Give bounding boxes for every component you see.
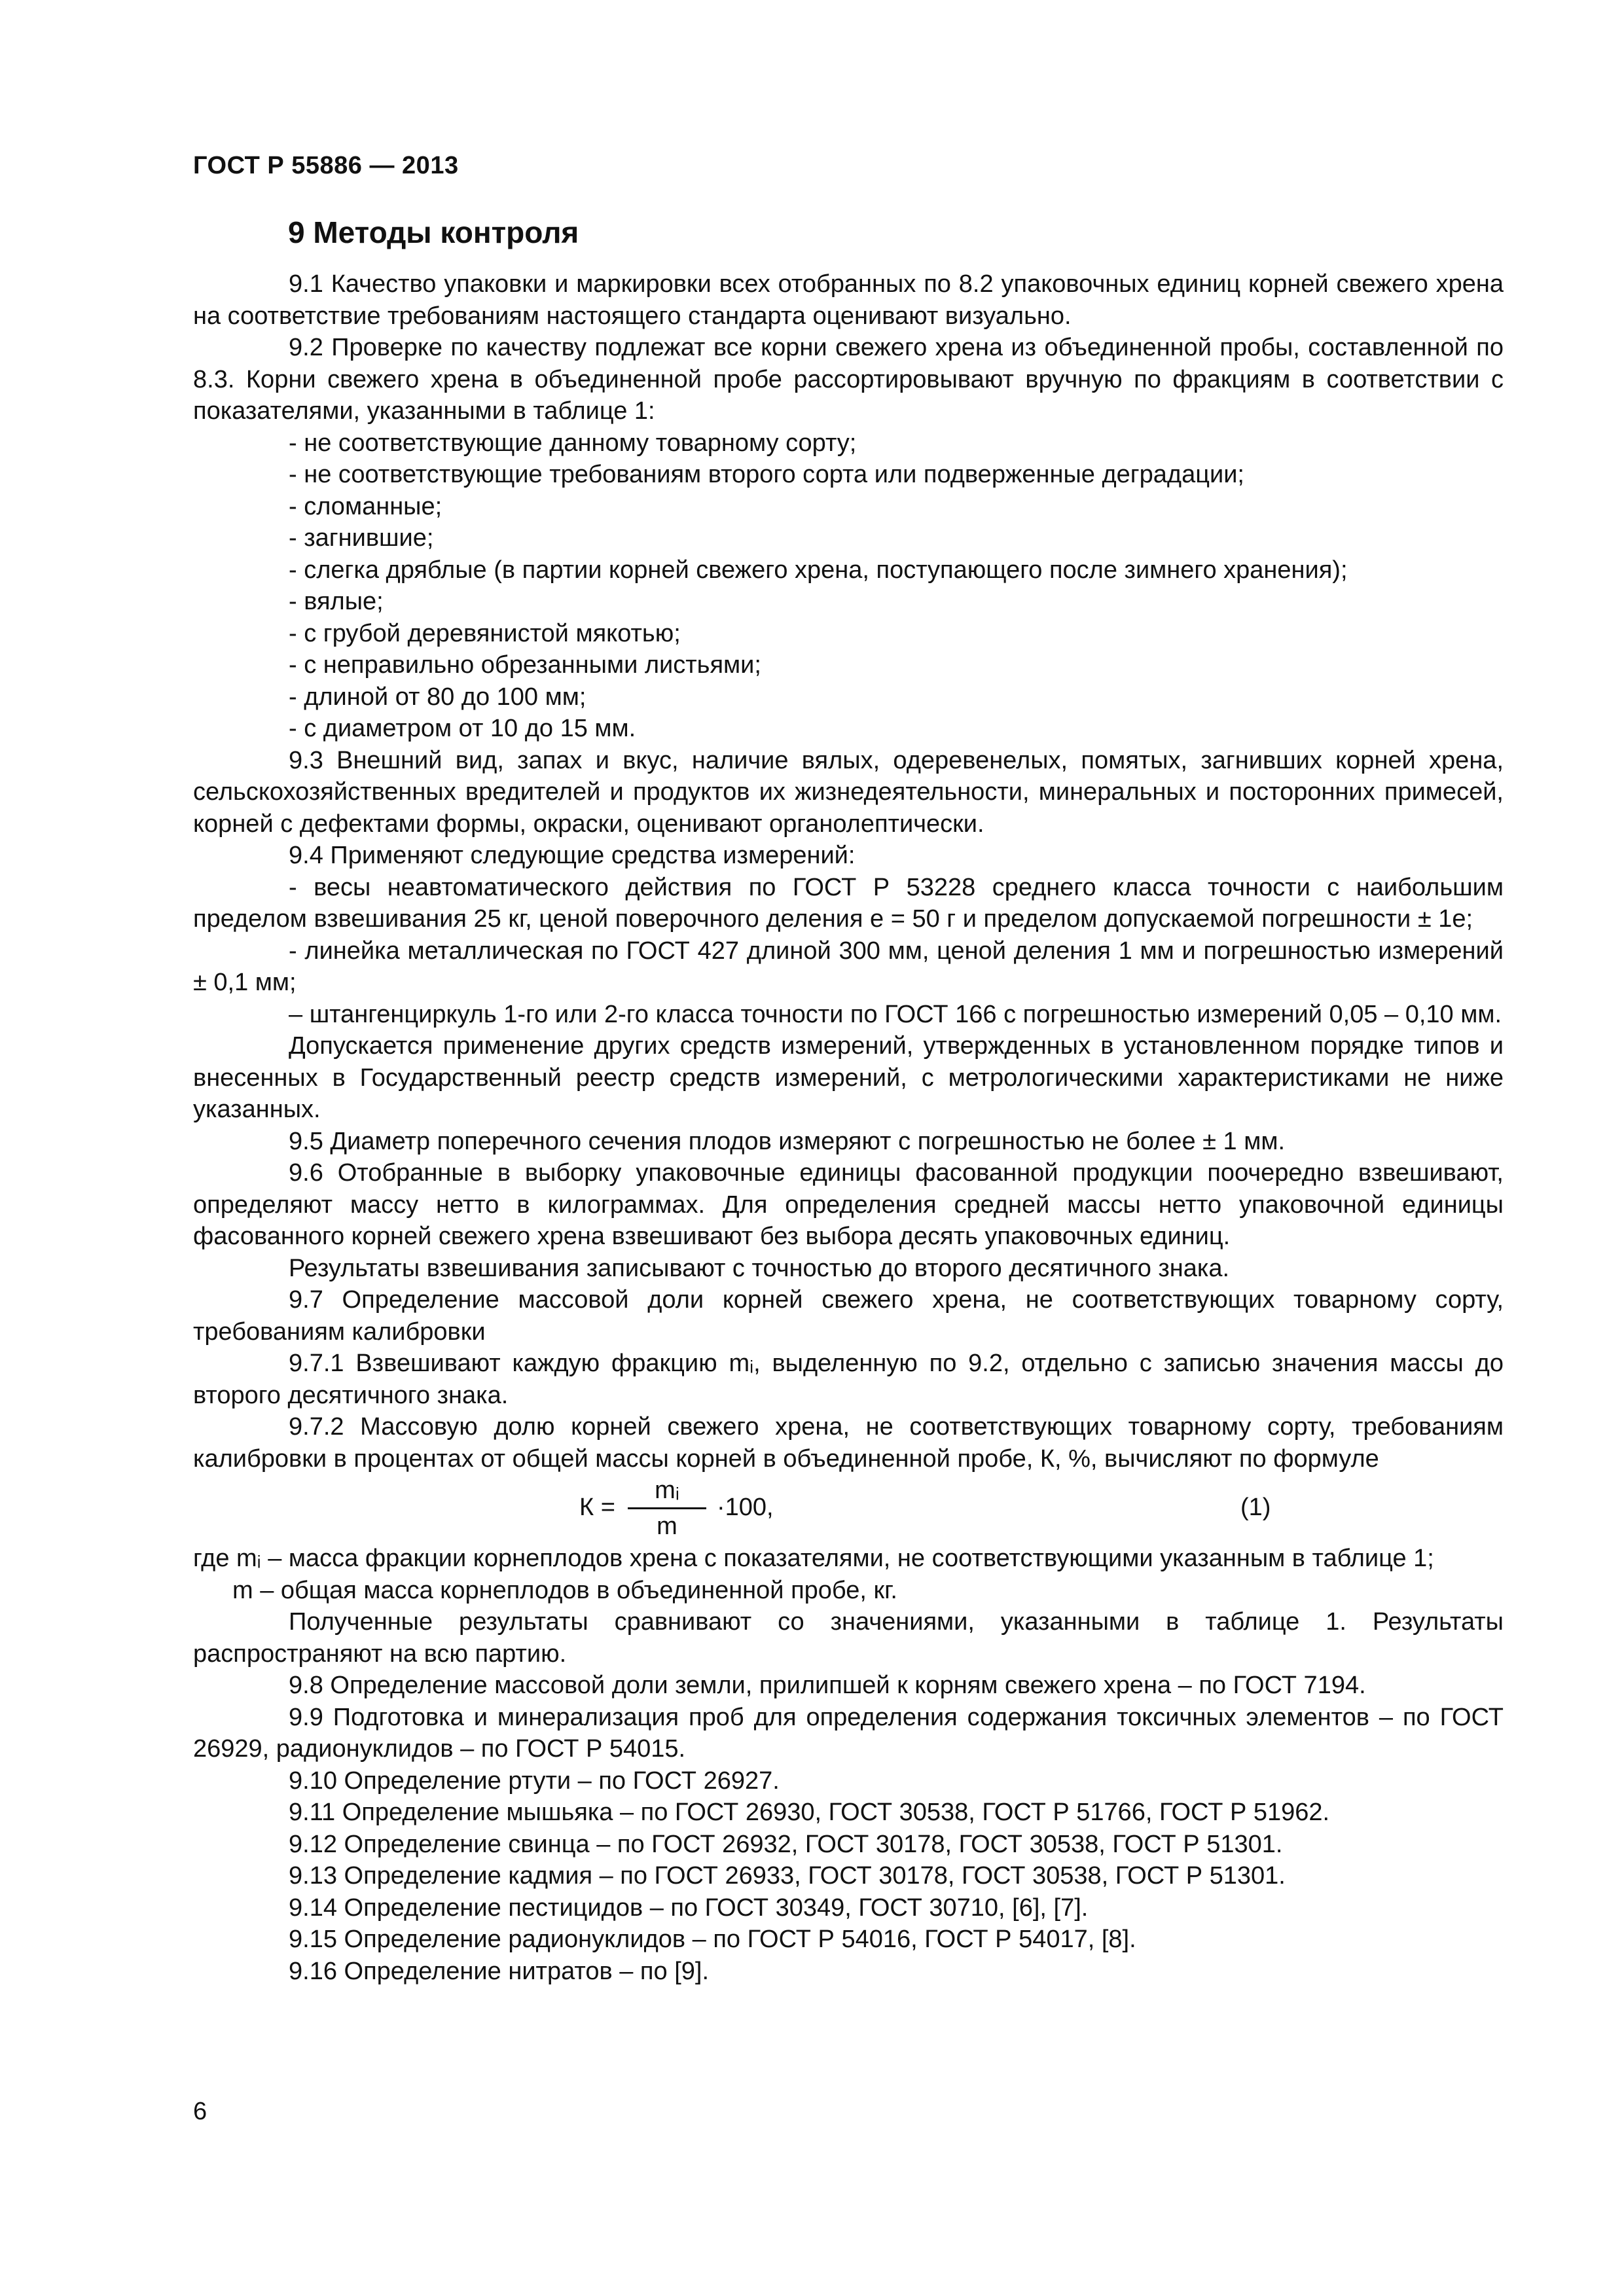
paragraph-9-14: 9.14 Определение пестицидов – по ГОСТ 30349, ГОСТ 30710, [6], [7]. — [289, 1893, 1089, 1922]
paragraph-9-4-allowance: Допускается применение других средств измерений, утвержденных в установленном порядке типов и внесенных в Государственный реестр средств измерений, с метрологическими характеристиками не ниже указанных. — [193, 1032, 1504, 1123]
paragraph-9-5: 9.5 Диаметр поперечного сечения плодов измеряют с погрешностью не более ± 1 мм. — [289, 1127, 1286, 1155]
paragraph-9-16: 9.16 Определение нитратов – по [9]. — [289, 1957, 710, 1985]
paragraph-9-7-1: 9.7.1 Взвешивают каждую фракцию mᵢ, выделенную по 9.2, отдельно с записью значения массы до второго десятичного знака. — [193, 1350, 1504, 1409]
paragraph-9-9: 9.9 Подготовка и минерализация проб для определения содержания токсичных элементов – по ГОСТ 26929, радионуклидов – по ГОСТ Р 54015. — [193, 1703, 1504, 1763]
list-item: - вялые; — [289, 588, 384, 615]
paragraph-9-13: 9.13 Определение кадмия – по ГОСТ 26933, ГОСТ 30178, ГОСТ 30538, ГОСТ Р 51301. — [289, 1862, 1286, 1890]
formula-where-m: m – общая масса корнеплодов в объединенной пробе, кг. — [232, 1576, 897, 1604]
paragraph-9-12: 9.12 Определение свинца – по ГОСТ 26932, ГОСТ 30178, ГОСТ 30538, ГОСТ Р 51301. — [289, 1830, 1283, 1858]
paragraph-9-4-scales: - весы неавтоматического действия по ГОСТ Р 53228 среднего класса точности с наибольшим пределом взвешивания 25 кг, ценой поверочного деления е = 50 г и пределом допускаемой погрешности ± 1е; — [193, 873, 1504, 933]
page-number: 6 — [193, 2098, 208, 2125]
document-header: ГОСТ Р 55886 — 2013 — [193, 152, 459, 179]
list-item: - с диаметром от 10 до 15 мм. — [289, 715, 636, 742]
fraction-bar — [628, 1507, 706, 1509]
paragraph-9-3: 9.3 Внешний вид, запах и вкус, наличие вялых, одеревенелых, помятых, загнивших корней хрена, сельскохозяйственных вредителей и продуктов их жизнедеятельности, минеральных и посторонних примесей, корней с дефектами формы, окраски, оценивают органолептически. — [193, 746, 1504, 838]
paragraph-9-7-2: 9.7.2 Массовую долю корней свежего хрена, не соответствующих товарному сорту, требованиям калибровки в процентах от общей массы корней в объединенной пробе, К, %, вычисляют по формуле — [193, 1413, 1504, 1473]
formula-number: (1) — [1240, 1494, 1271, 1521]
paragraph-9-10: 9.10 Определение ртути – по ГОСТ 26927. — [289, 1767, 780, 1795]
list-item: - с неправильно обрезанными листьями; — [289, 651, 761, 679]
formula-lhs: К = — [579, 1494, 615, 1521]
formula-denominator: m — [657, 1513, 677, 1540]
section-title: 9 Методы контроля — [288, 215, 579, 249]
paragraph-9-11: 9.11 Определение мышьяка – по ГОСТ 26930, ГОСТ 30538, ГОСТ Р 51766, ГОСТ Р 51962. — [289, 1799, 1330, 1826]
paragraph-9-2: 9.2 Проверке по качеству подлежат все корни свежего хрена из объединенной пробы, составленной по 8.3. Корни свежего хрена в объединенной пробе рассортировывают вручную по фракциям в соответствии с показателями, указанными в таблице 1: — [193, 334, 1504, 425]
paragraph-9-6-results: Результаты взвешивания записывают с точностью до второго десятичного знака. — [289, 1254, 1230, 1282]
document-body — [193, 268, 1504, 1987]
list-item: - слегка дряблые (в партии корней свежего хрена, поступающего после зимнего хранения); — [289, 556, 1348, 584]
list-item: - не соответствующие требованиям второго сорта или подверженные деградации; — [289, 461, 1244, 488]
formula-1 — [193, 1475, 1504, 1543]
paragraph-9-4: 9.4 Применяют следующие средства измерений: — [289, 842, 856, 869]
formula-rhs: ·100, — [717, 1494, 774, 1521]
paragraph-9-1: 9.1 Качество упаковки и маркировки всех отобранных по 8.2 упаковочных единиц корней свежего хрена на соответствие требованиям настоящего стандарта оценивают визуально. — [193, 270, 1504, 330]
paragraph-9-4-caliper: – штангенциркуль 1-го или 2-го класса точности по ГОСТ 166 с погрешностью измерений 0,05 – 0,10 мм. — [289, 1000, 1502, 1028]
formula-fraction — [628, 1475, 706, 1542]
formula-numerator: mᵢ — [655, 1477, 679, 1504]
paragraph-9-7: 9.7 Определение массовой доли корней свежего хрена, не соответствующих товарному сорту, требованиям калибровки — [193, 1286, 1504, 1346]
list-item: - загнившие; — [289, 524, 434, 552]
paragraph-9-15: 9.15 Определение радионуклидов – по ГОСТ Р 54016, ГОСТ Р 54017, [8]. — [289, 1926, 1136, 1953]
list-item: - с грубой деревянистой мякотью; — [289, 619, 681, 647]
paragraph-results: Полученные результаты сравнивают со значениями, указанными в таблице 1. Результаты распространяют на всю партию. — [193, 1608, 1504, 1668]
formula-where-mi: где mᵢ – масса фракции корнеплодов хрена с показателями, не соответствующими указанным в таблице 1; — [193, 1545, 1434, 1572]
list-item: - сломанные; — [289, 492, 442, 520]
list-item: - длиной от 80 до 100 мм; — [289, 683, 586, 711]
paragraph-9-8: 9.8 Определение массовой доли земли, прилипшей к корням свежего хрена – по ГОСТ 7194. — [289, 1672, 1366, 1699]
paragraph-9-4-ruler: - линейка металлическая по ГОСТ 427 длиной 300 мм, ценой деления 1 мм и погрешностью измерений ± 0,1 мм; — [193, 937, 1504, 996]
list-item: - не соответствующие данному товарному сорту; — [289, 429, 857, 457]
paragraph-9-6: 9.6 Отобранные в выборку упаковочные единицы фасованной продукции поочередно взвешивают, определяют массу нетто в килограммах. Для определения средней массы нетто упаковочной единицы фасованного корней свежего хрена взвешивают без выбора десять упаковочных единиц. — [193, 1159, 1504, 1250]
